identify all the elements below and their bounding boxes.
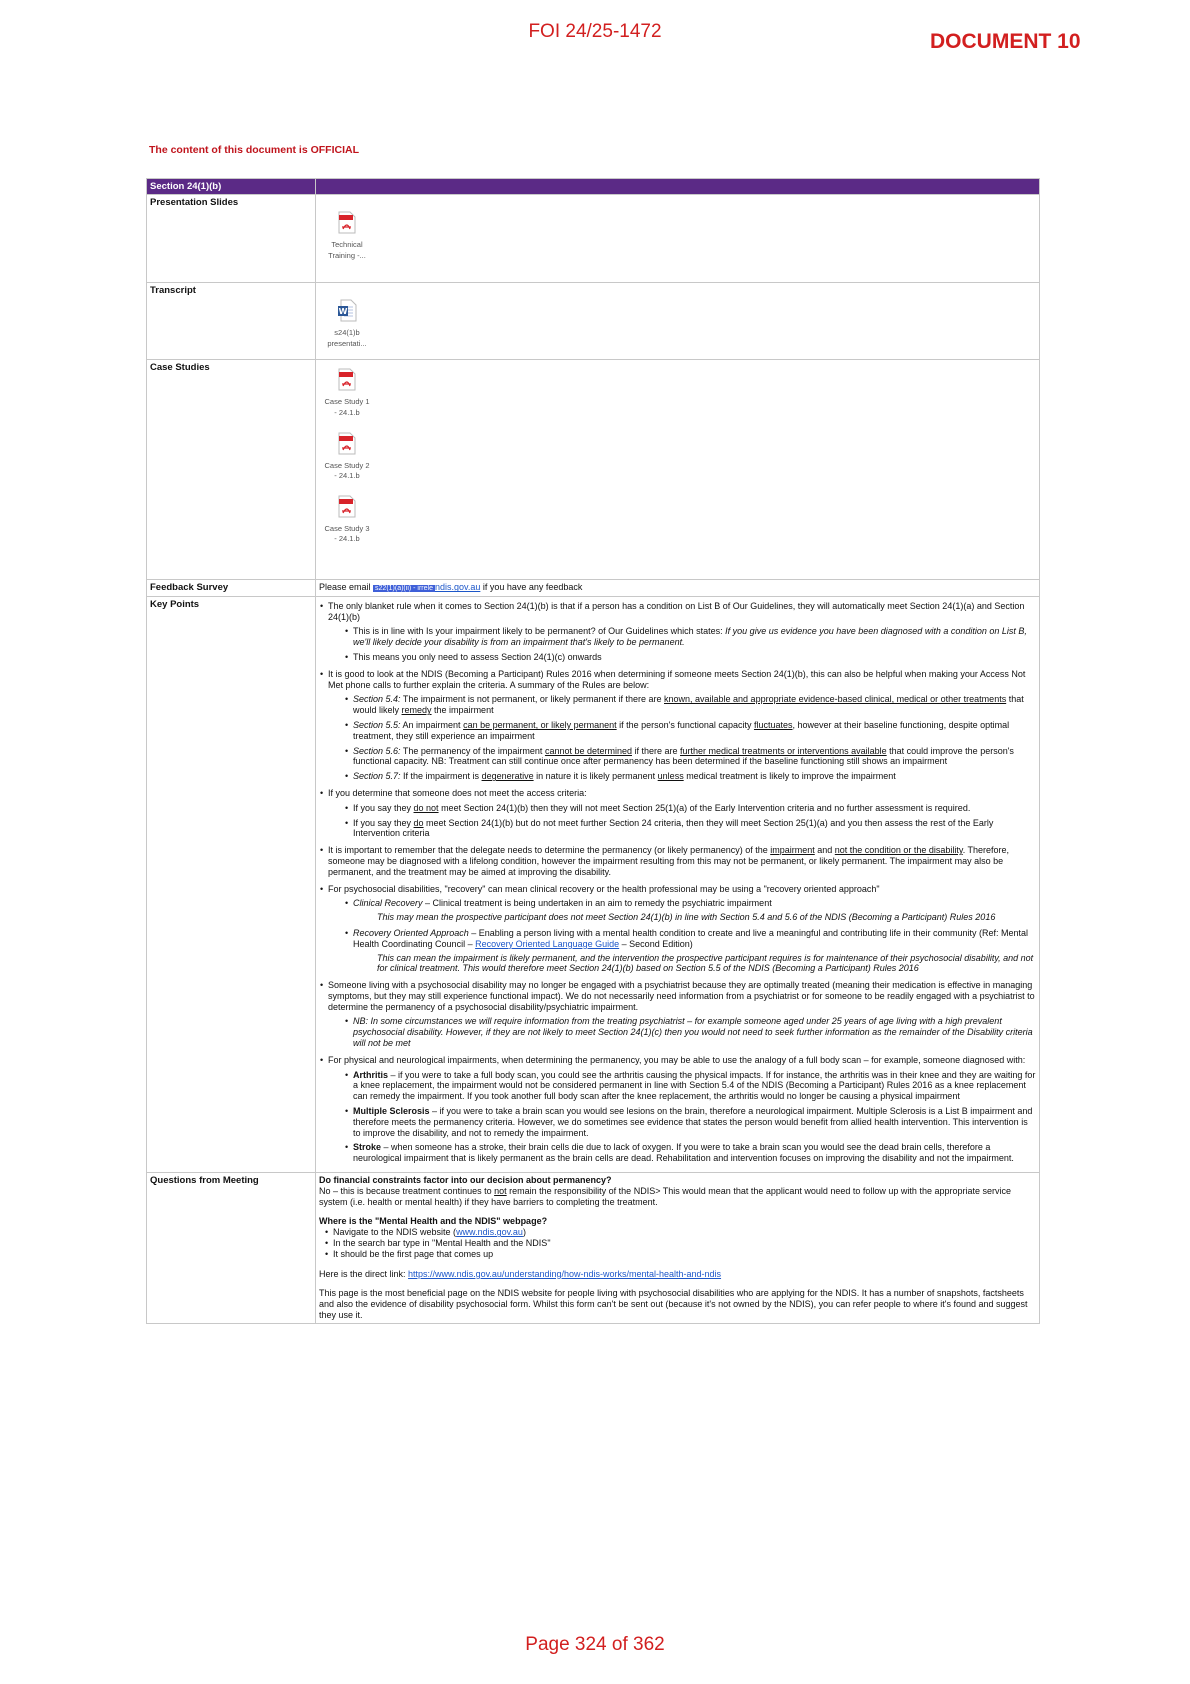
pdf-icon bbox=[337, 432, 357, 455]
question-block: Do financial constraints factor into our decision about permanency? No – this is because treatment continues to not remain the responsibility of the NDIS> This would mean that the applicant would need to follow up with the appropriate service system (i.e. health or mental health) if they have barriers to completing the treatment. bbox=[319, 1175, 1011, 1207]
attachment-name-cont: presentati... bbox=[327, 338, 367, 348]
redaction-mark: s22(1)(a)(ii) - irrele bbox=[375, 585, 433, 593]
attachment-name-cont: Training -... bbox=[328, 250, 366, 260]
attachment-name: Case Study 1 bbox=[324, 397, 370, 407]
pdf-attachment[interactable] bbox=[319, 211, 375, 260]
svg-text:W: W bbox=[338, 307, 348, 317]
key-point-sub: • If you say they do not meet Section 24(1)(b) then they will not meet Section 25(1)(a) of the Early Intervention criteria and no further assessment is required. bbox=[353, 803, 1036, 814]
question-block bbox=[319, 1216, 1036, 1259]
table-row bbox=[147, 195, 1040, 283]
foi-reference: FOI 24/25-1472 bbox=[528, 21, 662, 42]
key-point-sub: • Arthritis – if you were to take a full body scan, you could see the arthritis causing the physical impacts. If for instance, the arthritis was in their knee and they are waiting for a knee replacement, the impairment would not be considered permanent in line with Section 5.4 of the NDIS (Becoming a Participant) Rules 2016 as a knee replacement can remedy the impairment. If you took another full body scan after the knee replacement, the arthritis would no longer be causing a physical impairment bbox=[353, 1070, 1036, 1102]
list-item: • Navigate to the NDIS website (www.ndis.gov.au) bbox=[333, 1227, 1036, 1238]
key-point-sub: • Clinical Recovery – Clinical treatment is being undertaken in an aim to remedy the psychiatric impairment This may mean the prospective participant does not meet Section 24(1)(b) in line with Section 5.4 and 5.6 of the NDIS (Becoming a Participant) Rules 2016 bbox=[353, 898, 1036, 923]
key-point: • If you determine that someone does not meet the access criteria: • If you say they do not meet Section 24(1)(b) then they will not meet Section 25(1)(a) of the Early Intervention criteria and no further assessment is required. • If you say they do meet Section 24(1)(b) but do not meet further Section 24 criteria, then they will meet Section 25(1)(a) and you then assess the rest of the Early Intervention criteria bbox=[328, 788, 1036, 839]
table-row bbox=[147, 283, 1040, 360]
rule-5-5: • Section 5.5: An impairment can be permanent, or likely permanent if the person's functional capacity fluctuates, however at their baseline functioning, despite optimal treatment, they still experience an impairment bbox=[353, 720, 1036, 742]
list-item: • It should be the first page that comes up bbox=[333, 1249, 1036, 1260]
key-point-sub: • This is in line with Is your impairment likely to be permanent? of Our Guidelines which states: If you give us evidence you have been diagnosed with a condition on List B, we'll likely decide your disability is from an impairment that's likely to be permanent. bbox=[353, 626, 1036, 648]
list-item: • In the search bar type in "Mental Health and the NDIS" bbox=[333, 1238, 1036, 1249]
pdf-icon bbox=[337, 368, 357, 391]
row-label: Key Points bbox=[147, 596, 316, 1172]
key-point: • The only blanket rule when it comes to Section 24(1)(b) is that if a person has a condition on List B of Our Guidelines, they will automatically meet Section 24(1)(a) and Section 24(1)(b) • This is in line with Is your impairment likely to be permanent? of Our Guidelines which states: If you give us evidence you have been diagnosed with a condition on List B, we'll likely decide your disability is from an impairment that's likely to be permanent. • This means you only need to assess Section 24(1)(c) onwards bbox=[328, 601, 1036, 663]
row-label: Case Studies bbox=[147, 360, 316, 580]
key-point-sub: • Multiple Sclerosis – if you were to take a brain scan you would see lesions on the brain, therefore a neurological impairment. Multiple Sclerosis is a List B impairment and therefore meets the permanency criteria. However, we do sometimes see evidence that states the person would benefit from allied health intervention. This intervention is to improve the disability, and not to remedy the impairment. bbox=[353, 1106, 1036, 1138]
rule-5-6: • Section 5.6: The permanency of the impairment cannot be determined if there are further medical treatments or interventions available that could improve the person's functional capacity. NB: Treatment can still continue once after permanency has been determined if the baseline functioning still shows an impairment bbox=[353, 746, 1036, 768]
question: Where is the "Mental Health and the NDIS" webpage? bbox=[319, 1216, 548, 1227]
closing-paragraph: This page is the most beneficial page on the NDIS website for people living with psychosocial disabilities who are applying for the NDIS. It has a number of snapshots, factsheets and also the evidence of disability psychosocial form. Whilst this form can't be sent out (because it's not owned by the NDIS), you can refer people to where it's found and suggest they use it. bbox=[319, 1288, 1028, 1321]
key-point-sub: • If you say they do meet Section 24(1)(b) but do not meet further Section 24 criteria, then they will meet Section 25(1)(a) and you then assess the rest of the Early Intervention criteria bbox=[353, 818, 1036, 840]
attachment-name: Case Study 3 bbox=[324, 523, 370, 533]
document-number: DOCUMENT 10 bbox=[930, 30, 1081, 53]
attachment-name: Technical bbox=[331, 240, 363, 250]
question: Do financial constraints factor into our decision about permanency? bbox=[319, 1175, 612, 1186]
page-number: Page 324 of 362 bbox=[525, 1634, 665, 1655]
rule-5-4: • Section 5.4: The impairment is not permanent, or likely permanent if there are known, available and appropriate evidence-based clinical, medical or other treatments that would likely remedy the impairment bbox=[353, 694, 1036, 716]
table-row bbox=[147, 596, 1040, 1172]
row-label: Presentation Slides bbox=[147, 195, 316, 283]
pdf-attachment[interactable] bbox=[319, 368, 375, 417]
table-row bbox=[147, 1173, 1040, 1324]
key-point-sub: • Recovery Oriented Approach – Enabling a person living with a mental health condition to create and live a meaningful and contributing life in their community (Ref: Mental Health Coordinating Council – Recovery Oriented Language Guide – Second Edition) This can mean the impairment is likely permanent, and the intervention the prospective participant requires is for maintenance of their psychosocial disability, and not for clinical treatment. This would therefore meet Section 24(1)(b) based on Section 5.5 of the NDIS (Becoming a Participant) Rules 2016 bbox=[353, 928, 1036, 974]
table-row bbox=[147, 360, 1040, 580]
table-row: Feedback Survey Please email s22(1)(a)(ii) - irrele ndis.gov.au if you have any feedback bbox=[147, 580, 1040, 596]
table-header-row bbox=[147, 179, 1040, 195]
key-point-sub: • Stroke – when someone has a stroke, their brain cells die due to lack of oxygen. If you were to take a brain scan you would see the dead brain cells, therefore a neurological impairment that is likely permanent as the brain cells are dead. Rehabilitation and intervention focuses on improving the disability and not the impairment. bbox=[353, 1142, 1036, 1164]
pdf-attachment[interactable] bbox=[319, 495, 375, 544]
attachment-name-cont: - 24.1.b bbox=[334, 534, 360, 544]
rule-5-7: • Section 5.7: If the impairment is degenerative in nature it is likely permanent unless medical treatment is likely to improve the impairment bbox=[353, 771, 1036, 782]
attachment-name: Case Study 2 bbox=[324, 460, 370, 470]
table-title: Section 24(1)(b) bbox=[147, 179, 316, 195]
recovery-guide-link[interactable]: Recovery Oriented Language Guide bbox=[475, 938, 620, 949]
word-document-icon bbox=[337, 299, 357, 322]
row-label: Questions from Meeting bbox=[147, 1173, 316, 1324]
pdf-attachment[interactable] bbox=[319, 432, 375, 481]
key-point-sub: • NB: In some circumstances we will require information from the treating psychiatrist – for example someone aged under 25 years of age living with a high prevalent psychosocial disability. However, if they are not likely to meet Section 24(1)(c) then you would not need to seek further information as the remainder of the Disability criteria will not be met bbox=[353, 1016, 1036, 1048]
pdf-icon bbox=[337, 211, 357, 234]
row-label: Transcript bbox=[147, 283, 316, 360]
key-point-sub: • This means you only need to assess Section 24(1)(c) onwards bbox=[353, 652, 1036, 663]
attachment-name-cont: - 24.1.b bbox=[334, 407, 360, 417]
mental-health-page-link[interactable]: https://www.ndis.gov.au/understanding/how-ndis-works/mental-health-and-ndis bbox=[408, 1268, 722, 1279]
key-point: • It is important to remember that the delegate needs to determine the permanency (or likely permanency) of the impairment and not the condition or the disability. Therefore, someone may be diagnosed with a lifelong condition, however the impairment resulting from this may not be permanent, or likely permanent. The impairment may also be permanent, and the treatment may be aimed at improving the disability. bbox=[328, 845, 1036, 877]
pdf-icon bbox=[337, 495, 357, 518]
italic-note: This may mean the prospective participant does not meet Section 24(1)(b) in line with Section 5.4 and 5.6 of the NDIS (Becoming a Participant) Rules 2016 bbox=[377, 912, 996, 923]
ndis-website-link[interactable]: www.ndis.gov.au bbox=[456, 1227, 523, 1238]
attachment-name-cont: - 24.1.b bbox=[334, 470, 360, 480]
key-point: • For psychosocial disabilities, "recovery" can mean clinical recovery or the health professional may be using a "recovery oriented approach" • Clinical Recovery – Clinical treatment is being undertaken in an aim to remedy the psychiatric impairment This may mean the prospective participant does not meet Section 24(1)(b) in line with Section 5.4 and 5.6 of the NDIS (Becoming a Participant) Rules 2016 • Recovery Oriented Approach – Enabling a person living with a mental health condition to create and live a meaningful and contributing life in their community (Ref: Mental Health Coordinating Council – Recovery Oriented Language Guide – Second Edition) This can mean the impairment is likely permanent, and the intervention the prospective participant requires is for maintenance of their psychosocial disability, and not for clinical treatment. This would therefore meet Section 24(1)(b) based on Section 5.5 of the NDIS (Becoming a Participant) Rules 2016 bbox=[328, 884, 1036, 975]
key-points-content bbox=[316, 596, 1040, 1172]
questions-content: Do financial constraints factor into our decision about permanency? No – this is because treatment continues to not remain the responsibility of the NDIS> This would mean that the applicant would need to follow up with the appropriate service system (i.e. health or mental health) if they have barriers to completing the treatment. Where is the "Mental Health and the NDIS" webpage? • Navigate to the NDIS website (www.ndis.gov.au) • In the search bar type in "Mental Health and the NDIS" • It should be the first page that comes up Here is the direct link: https://www.ndis.gov.au/understanding/how-ndis-works/mental-health-and-ndis This page is the most beneficial page on the NDIS website for people living with psychosocial disabilities who are applying for the NDIS. It has a number of snapshots, factsheets and also the evidence of disability psychosocial form. Whilst this form can't be sent out (because it's not owned by the NDIS), you can refer people to where it's found and suggest they use it. bbox=[316, 1173, 1040, 1324]
key-point: • For physical and neurological impairments, when determining the permanency, you may be able to use the analogy of a full body scan – for example, someone diagnosed with: • Arthritis – if you were to take a full body scan, you could see the arthritis causing the physical impacts. If for instance, the arthritis was in their knee and they are waiting for a knee replacement, the impairment would not be considered permanent in line with Section 5.4 of the NDIS (Becoming a Participant) Rules 2016 as a knee replacement can remedy the impairment. If you took another full body scan after the knee replacement, the arthritis would no longer be causing a physical impairment • Multiple Sclerosis – if you were to take a brain scan you would see lesions on the brain, therefore a neurological impairment. Multiple Sclerosis is a List B impairment and therefore meets the permanency criteria. However, we do sometimes see evidence that states the person would benefit from allied health intervention. This intervention is to improve the disability, and not to remedy the impairment. • Stroke – when someone has a stroke, their brain cells die due to lack of oxygen. If you were to take a brain scan you would see the dead brain cells, therefore a neurological impairment that is likely permanent as the brain cells are dead. Rehabilitation and intervention focuses on improving the disability and not the impairment. bbox=[328, 1055, 1036, 1164]
content-table bbox=[146, 178, 1040, 1324]
row-label: Feedback Survey bbox=[147, 580, 316, 596]
classification-notice: The content of this document is OFFICIAL bbox=[149, 144, 359, 156]
feedback-email-link[interactable]: ndis.gov.au bbox=[434, 582, 481, 593]
key-point: • Someone living with a psychosocial disability may no longer be engaged with a psychiatrist because they are optimally treated (meaning their medication is effective in managing symptoms, but they may still experience functional impact). We do not necessarily need information from a psychiatrist or for someone to be readily engaged with a psychiatrist to determine the permanency of a psychosocial disability/psychiatric impairment. • NB: In some circumstances we will require information from the treating psychiatrist – for example someone aged under 25 years of age living with a high prevalent psychosocial disability. However, if they are not likely to meet Section 24(1)(c) then you would not need to seek further information as the remainder of the Disability criteria will not be met bbox=[328, 980, 1036, 1049]
word-attachment[interactable] bbox=[319, 299, 375, 348]
key-point: • It is good to look at the NDIS (Becoming a Participant) Rules 2016 when determining if someone meets Section 24(1)(b), this can also be helpful when making your Access Not Met phone calls to further explain the criteria. A summary of the Rules are below: • Section 5.4: The impairment is not permanent, or likely permanent if there are known, available and appropriate evidence-based clinical, medical or other treatments that would likely remedy the impairment • Section 5.5: An impairment can be permanent, or likely permanent if the person's functional capacity fluctuates, however at their baseline functioning, despite optimal treatment, they still experience an impairment • Section 5.6: The permanency of the impairment cannot be determined if there are further medical treatments or interventions available that could improve the person's functional capacity. NB: Treatment can still continue once after permanency has been determined if the baseline functioning still shows an impairment • Section 5.7: If the impairment is degenerative in nature it is likely permanent unless medical treatment is likely to improve the impairment bbox=[328, 669, 1036, 782]
attachment-name: s24(1)b bbox=[334, 328, 360, 338]
italic-note: This can mean the impairment is likely permanent, and the intervention the prospective participant requires is for maintenance of their psychosocial disability, and not for clinical treatment. This would therefore meet Section 24(1)(b) based on Section 5.5 of the NDIS (Becoming a Participant) Rules 2016 bbox=[377, 952, 1034, 974]
